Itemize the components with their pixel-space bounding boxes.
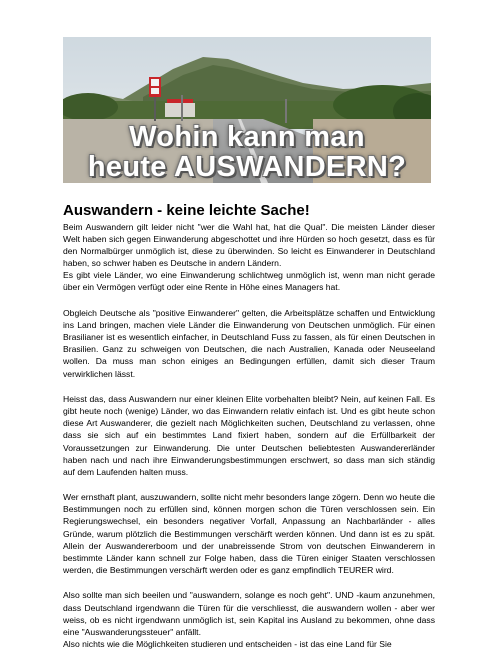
article-body [63, 202, 435, 650]
paragraph-hurry: Wer ernsthaft plant, auszuwandern, sollte nicht mehr besonders lange zögern. Denn wo heute die Bestimmungen noch zu erfüllen sind, können morgen schon die Türen verschlossen sein. Ein Regierungswechsel, ein besonders negativer Vorfall, Anpassung an Nachbarländer - alles Gründe, warum plötzlich die Bestimmungen verschärft werden können. Und dann ist es zu spät. Allein der Auswandererboom und der unabreissende Strom von deutschen Einwanderern in bestimmte Länder kann schnell zur Folge haben, dass die Türen einiger Staaten verschlossen werden, die Bestimmungen verschärft werden oder es ganz empfindlich TEURER wird. [63, 492, 435, 575]
paragraph-positive-immigrants: Obgleich Deutsche als "positive Einwanderer" gelten, die Arbeitsplätze schaffen und Entwicklung ins Land bringen, machen viele Länder die Einwanderung von Deutschen unmöglich. Für einen Brasilianer ist es wesentlich einfacher, in Deutschland Fuss zu fassen, als für einen Deutschen in Brasilien. Ganz zu schweigen von Deutschen, die nach Australien, Kanada oder Neuseeland wollen. Da muss man schon einiges an Bedingungen erfüllen, damit sich dieser Traum verwirklichen lässt. [63, 308, 435, 379]
paragraph-emigrate-now: Also sollte man sich beeilen und "auswandern, solange es noch geht". UND -kaum anzunehmen, dass Deutschland irgendwann die Türen für die verschliesst, die auswandern wollen - aber wer weiss, ob es nicht irgendwann unmöglich ist, sein Kapital ins Ausland zu bekommen, ohne dass eine "Auswanderungssteuer" anfällt. [63, 590, 435, 637]
banner-title-line-1: Wohin kann man [129, 121, 365, 153]
paragraph-countries: Es gibt viele Länder, wo eine Einwanderung schlichtweg unmöglich ist, wenn man nicht gerade über ein Vermögen verfügt oder eine Rente in Höhe eines Managers hat. [63, 270, 435, 293]
header-photo [63, 37, 431, 183]
paragraph-intro: Beim Auswandern gilt leider nicht "wer die Wahl hat, hat die Qual". Die meisten Länder dieser Welt haben sich gegen Einwanderung abgeschottet und ihre Hürden so hoch gesetzt, dass es für den Normalbürger unmöglich ist, diese zu überwinden. So leicht es Einwanderer in Deutschland haben, so schwer haben es Deutsche in andern Ländern. [63, 222, 435, 269]
paragraph-closing: Also nichts wie die Möglichkeiten studieren und entscheiden - ist das eine Land für Sie [63, 638, 392, 649]
banner-title-line-2: heute AUSWANDERN? [87, 151, 407, 183]
paragraph-elite: Heisst das, dass Auswandern nur einer kleinen Elite vorbehalten bleibt? Nein, auf keinen Fall. Es gibt heute noch (wenige) Länder, wo das Einwandern relativ einfach ist. Und es gibt heute schon diese Art Auswanderer, die gezielt nach Möglichkeiten suchen, Deutschland zu verlassen, ohne dass sie sich auf ein bestimmtes Land fixiert haben, sondern auf die Erfüllbarkeit der Voraussetzungen zur Einwanderung. Die unter Deutschen beliebtesten Auswandererländer haben nach und nach ihre Einwanderungsbestimmungen erschwert, so dass man sich ständig auf dem Laufenden halten muss. [63, 394, 435, 477]
article-heading: Auswandern - keine leichte Sache! [63, 202, 310, 219]
